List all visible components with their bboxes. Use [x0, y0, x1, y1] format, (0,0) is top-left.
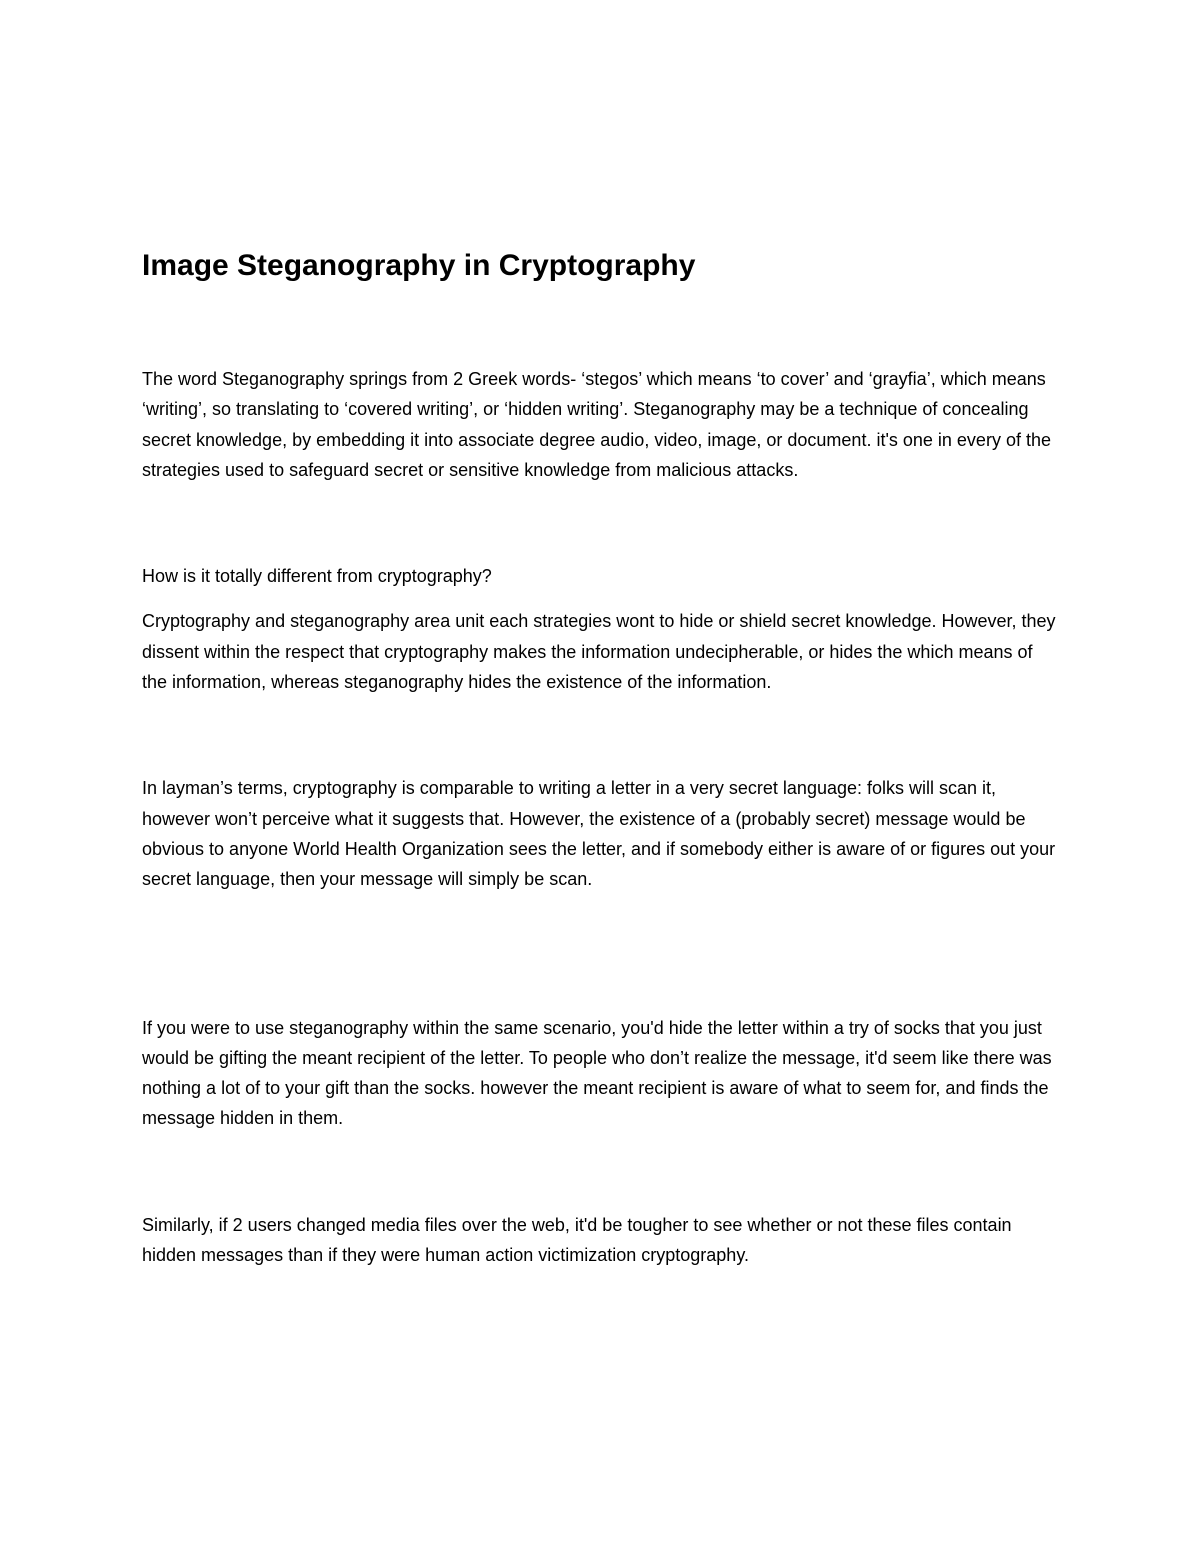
paragraph-intro: The word Steganography springs from 2 Greek words- ‘stegos’ which means ‘to cover’ and ‘grayfia’, which means ‘writing’, so translating to ‘covered writing’, or ‘hidden writing’. Steganography may be a technique of concealing secret knowledge, by embedding it into associate degree audio, video, image, or document. it's one in every of the strategies used to safeguard secret or sensitive knowledge from malicious attacks. [142, 369, 1051, 480]
paragraph-layman-terms: In layman’s terms, cryptography is comparable to writing a letter in a very secret language: folks will scan it, however won’t perceive what it suggests that. However, the existence of a (probably secret) message would be obvious to anyone World Health Organization sees the letter, and if somebody either is aware of or figures out your secret language, then your message will simply be scan. [142, 778, 1056, 890]
paragraph-question: How is it totally different from cryptography? [142, 566, 492, 587]
document-title: Image Steganography in Cryptography [142, 249, 696, 282]
paragraph-media-files: Similarly, if 2 users changed media files over the web, it'd be tougher to see whether or not these files contain hidden messages than if they were human action victimization cryptography. [142, 1214, 1012, 1266]
document-body [142, 243, 1062, 1270]
paragraph-comparison: Cryptography and steganography area unit each strategies wont to hide or shield secret knowledge. However, they dissent within the respect that cryptography makes the information undecipherable, or hides the which means of the information, whereas steganography hides the existence of the information. [142, 611, 1056, 693]
paragraph-socks-scenario: If you were to use steganography within the same scenario, you'd hide the letter within a try of socks that you just would be gifting the meant recipient of the letter. To people who don’t realize the message, it'd seem like there was nothing a lot of to your gift than the socks. however the meant recipient is aware of what to seem for, and finds the message hidden in them. [142, 1017, 1052, 1129]
